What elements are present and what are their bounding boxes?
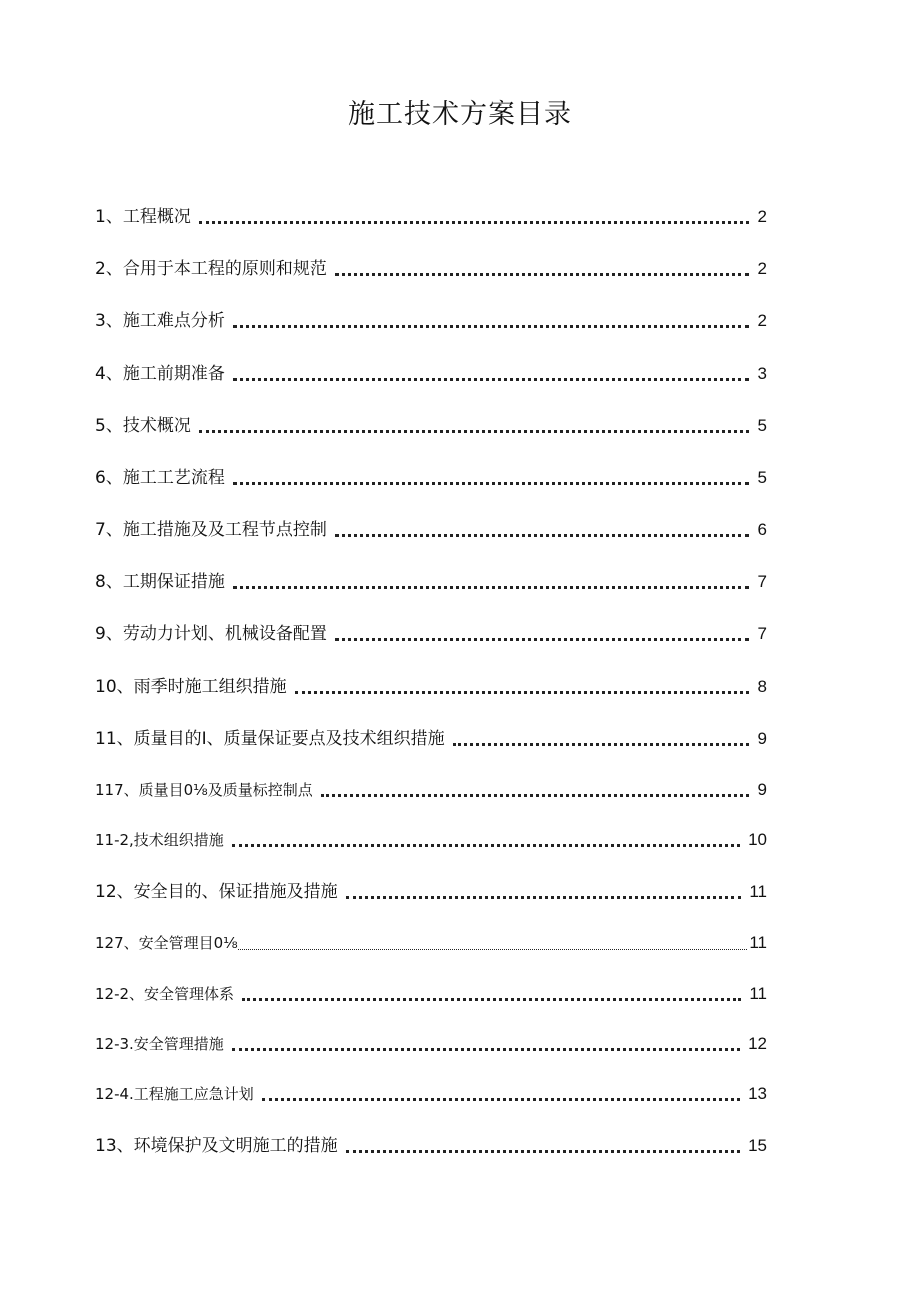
toc-entry[interactable] xyxy=(95,928,767,958)
toc-entry-page: 13 xyxy=(748,1084,767,1103)
toc-entry-page: 2 xyxy=(757,311,767,330)
toc-entry-label: 4、施工前期准备 xyxy=(95,364,225,384)
toc-entry-page: 8 xyxy=(757,677,767,696)
toc-leader-dots xyxy=(346,896,742,899)
toc-entry-label: 7、施工措施及及工程节点控制 xyxy=(95,520,327,540)
toc-entry-page: 7 xyxy=(757,572,767,591)
toc-leader-dots xyxy=(233,586,749,589)
page-title: 施工技术方案目录 xyxy=(348,99,572,130)
toc-entry[interactable] xyxy=(95,979,767,1009)
toc-entry-label: 12-4.工程施工应急计划 xyxy=(95,1085,254,1103)
toc-leader-dots xyxy=(232,844,740,847)
toc-entry-label: 12-2、安全管理体系 xyxy=(95,985,235,1003)
toc-leader-dots xyxy=(262,1098,740,1101)
toc-entry-page: 11 xyxy=(749,984,767,1003)
toc-entry-page: 10 xyxy=(748,830,767,849)
toc-entry-page: 11 xyxy=(749,933,767,952)
toc-leader-dots xyxy=(321,794,749,797)
toc-leader-dots xyxy=(238,949,748,950)
toc-entry-label: 117、质量目0⅛及质量标控制点 xyxy=(95,781,313,799)
toc-entry-label: 12-3.安全管理措施 xyxy=(95,1035,224,1053)
toc-entry-page: 2 xyxy=(757,259,767,278)
toc-entry[interactable] xyxy=(95,619,767,649)
toc-entry-page: 3 xyxy=(757,364,767,383)
toc-entry-page: 2 xyxy=(757,207,767,226)
toc-entry-label: 11-2,技术组织措施 xyxy=(95,831,224,849)
toc-entry-label: 8、工期保证措施 xyxy=(95,572,225,592)
toc-entry-label: 6、施工工艺流程 xyxy=(95,468,225,488)
toc-entry-label: 12、安全目的、保证措施及措施 xyxy=(95,882,338,902)
toc-entry[interactable] xyxy=(95,411,767,441)
toc-entry[interactable] xyxy=(95,775,767,805)
toc-leader-dots xyxy=(295,691,749,694)
toc-entry-label: 11、质量目的I、质量保证要点及技术组织措施 xyxy=(95,729,445,749)
toc-entry-page: 15 xyxy=(748,1136,767,1155)
toc-entry-page: 7 xyxy=(757,624,767,643)
toc-entry[interactable] xyxy=(95,567,767,597)
toc-leader-dots xyxy=(199,221,749,224)
toc-leader-dots xyxy=(242,998,741,1001)
toc-entry-label: 13、环境保护及文明施工的措施 xyxy=(95,1136,338,1156)
toc-leader-dots xyxy=(335,534,749,537)
toc-entry[interactable] xyxy=(95,359,767,389)
toc-entry-page: 9 xyxy=(757,780,767,799)
toc-entry-label: 9、劳动力计划、机械设备配置 xyxy=(95,624,327,644)
toc-entry[interactable] xyxy=(95,202,767,232)
toc-entry[interactable] xyxy=(95,306,767,336)
toc-entry[interactable] xyxy=(95,1079,767,1109)
toc-leader-dots xyxy=(346,1150,740,1153)
table-of-contents xyxy=(95,0,767,1301)
toc-entry[interactable] xyxy=(95,463,767,493)
toc-entry-page: 9 xyxy=(757,729,767,748)
toc-leader-dots xyxy=(233,378,749,381)
toc-entry[interactable] xyxy=(95,877,767,907)
toc-leader-dots xyxy=(233,325,749,328)
toc-leader-dots xyxy=(335,638,749,641)
toc-entry[interactable] xyxy=(95,1029,767,1059)
toc-entry-page: 6 xyxy=(757,520,767,539)
toc-entry-page: 11 xyxy=(749,882,767,901)
toc-entry-label: 5、技术概况 xyxy=(95,416,191,436)
toc-entry-label: 2、合用于本工程的原则和规范 xyxy=(95,259,327,279)
toc-entry[interactable] xyxy=(95,672,767,702)
toc-leader-dots xyxy=(453,743,749,746)
toc-entry-page: 5 xyxy=(757,416,767,435)
toc-leader-dots xyxy=(335,273,749,276)
toc-entry-label: 10、雨季时施工组织措施 xyxy=(95,677,287,697)
toc-entry[interactable] xyxy=(95,724,767,754)
toc-entry[interactable] xyxy=(95,825,767,855)
toc-leader-dots xyxy=(199,430,749,433)
toc-entry-page: 5 xyxy=(757,468,767,487)
toc-entry[interactable] xyxy=(95,515,767,545)
toc-entry-page: 12 xyxy=(748,1034,767,1053)
toc-entry[interactable] xyxy=(95,1131,767,1161)
toc-entry-label: 3、施工难点分析 xyxy=(95,311,225,331)
toc-leader-dots xyxy=(232,1048,740,1051)
toc-entry-label: 1、工程概况 xyxy=(95,207,191,227)
toc-entry-label: 127、安全管理目0⅛ xyxy=(95,934,238,952)
toc-entry[interactable] xyxy=(95,254,767,284)
toc-leader-dots xyxy=(233,482,749,485)
